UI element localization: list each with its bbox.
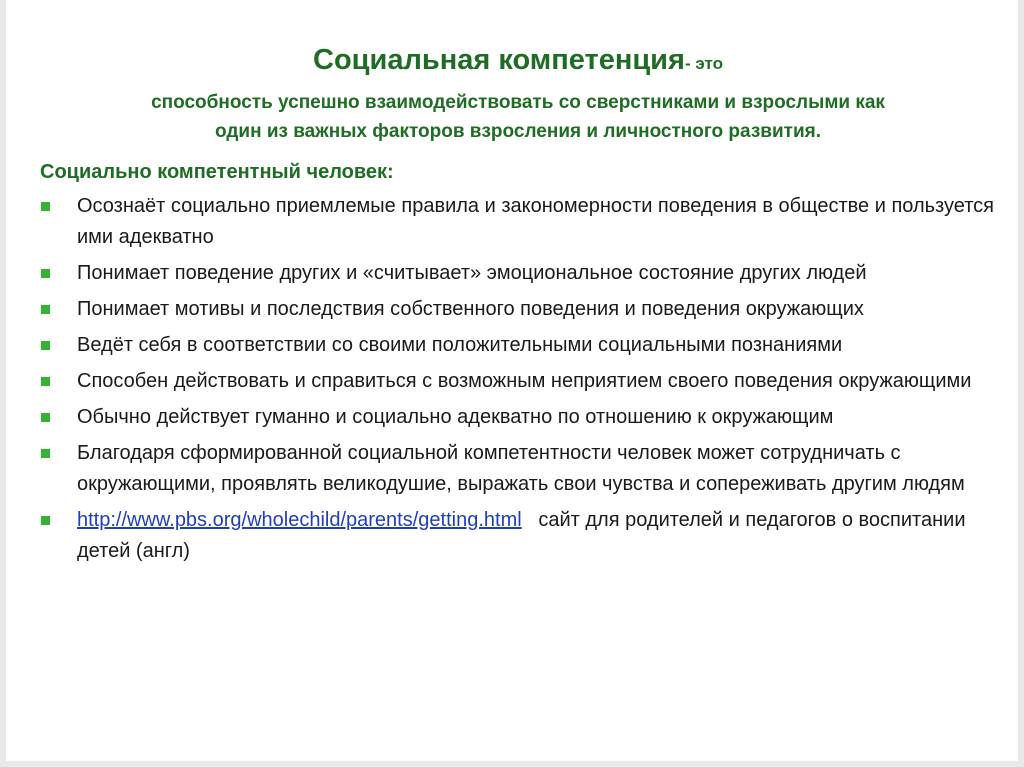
square-bullet-icon	[41, 202, 50, 211]
bullet-item	[40, 438, 1000, 500]
bullet-text: Ведёт себя в соответствии со своими положительными социальными познаниями	[77, 334, 843, 356]
slide-content	[40, 157, 1000, 572]
title-line	[26, 38, 1010, 86]
bullet-text: Благодаря сформированной социальной компетентности человек может сотрудничать с окружающими, проявлять великодушие, выражать свои чувства и сопереживать другим людям	[77, 442, 965, 495]
bullet-item	[40, 330, 1000, 361]
bullet-text: Осознаёт социально приемлемые правила и закономерности поведения в обществе и пользуется ими адекватно	[77, 195, 994, 248]
subtitle-line-2: один из важных факторов взросления и личностного развития.	[215, 121, 821, 142]
square-bullet-icon	[41, 377, 50, 386]
title-block	[26, 38, 1010, 146]
link-description: сайт для родителей и педагогов о воспитании детей (англ)	[77, 509, 972, 562]
square-bullet-icon	[41, 341, 50, 350]
bullet-item	[40, 402, 1000, 433]
square-bullet-icon	[41, 269, 50, 278]
bullet-text: Обычно действует гуманно и социально адекватно по отношению к окружающим	[77, 406, 834, 428]
square-bullet-icon	[41, 516, 50, 525]
slide-title-tail: - это	[684, 54, 723, 73]
bullet-item	[40, 258, 1000, 289]
subtitle-line-1: способность успешно взаимодействовать со сверстниками и взрослыми как	[151, 92, 885, 113]
bullet-text: Понимает мотивы и последствия собственного поведения и поведения окружающих	[77, 298, 864, 320]
slide-title: Социальная компетенция	[313, 44, 685, 76]
bullet-text: Способен действовать и справиться с возможным неприятием своего поведения окружающими	[77, 370, 972, 392]
bullet-item	[40, 366, 1000, 397]
bullet-item	[40, 294, 1000, 325]
square-bullet-icon	[41, 305, 50, 314]
bullet-item	[40, 191, 1000, 253]
square-bullet-icon	[41, 449, 50, 458]
bullet-item-link	[40, 505, 1000, 567]
bullet-text: Понимает поведение других и «считывает» эмоциональное состояние других людей	[77, 262, 867, 284]
square-bullet-icon	[41, 413, 50, 422]
pbs-link[interactable]: http://www.pbs.org/wholechild/parents/getting.html	[77, 509, 522, 531]
bullet-list	[40, 191, 1000, 567]
subheading: Социально компетентный человек:	[40, 161, 394, 183]
